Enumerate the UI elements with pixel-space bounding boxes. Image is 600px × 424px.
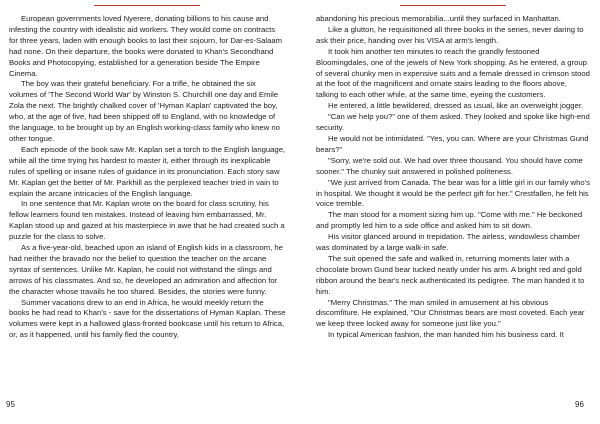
paragraph: Summer vacations drew to an end in Africa, he would meekly return the books he had read to Khan's - save for the dissertations of Hyman Kaplan. These volumes were kept in a hallowed glass-fronted bookcase until his return to Africa, or, as it happened, until his family fled the country, (9, 297, 286, 340)
paragraph: European governments loved Nyerere, donating billions to his cause and infesting the country with idealistic aid workers. They would come on contracts for three years, laden with enough books to last their sojourn, for Dar-es-Salaam had none. On their departure, the books were donated to Khan's Secondhand Books and Photocopying, established for a generation beside The Empire Cinema. (9, 14, 283, 78)
paragraph: Like a glutton, he requisitioned all three books in the series, never daring to ask their price, handing over his VISA at arm's length. (316, 24, 584, 45)
paragraph: The man stood for a moment sizing him up. "Come with me." He beckoned and promptly led him to a side office and asked him to sit down. (316, 210, 583, 231)
paragraph: "Sorry, we're sold out. We had over three thousand. You should have come sooner." The chunky suit answered in polished politeness. (316, 155, 583, 176)
paragraph: "Merry Christmas." The man smiled in amusement at his obvious discomfiture. He explained, "Our Christmas bears are most coveted. Each year we keep three locked away for someone just like you." (316, 297, 585, 329)
paragraph: As a five-year-old, beached upon an island of English kids in a classroom, he had neither the bravado nor the belief to question the teacher on the arcane syntax of sentences. Unlike Mr. Kaplan, he could not withstand the slings and arrows of his classmates. And so, he developed an admiration and affection for the character whose travails he too shared. Besides, the stories were funny. (9, 243, 283, 296)
paragraph-continuation: abandoning his precious memorabilia...until they surfaced in Manhattan. (316, 14, 561, 23)
page-number-right: 96 (575, 400, 584, 409)
paragraph: It took him another ten minutes to reach the grandly festooned Bloomingdales, one of the jewels of New York shopping. As he entered, a group of several chunky men in expensive suits and a female dressed in crimson stood at the foot of the magnificent and ornate stairs leading to the floors above, talking to each other while, at the same time, eyeing the customers. (316, 46, 590, 100)
paragraph: In typical American fashion, the man handed him his business card. It (328, 330, 564, 340)
paragraph: The boy was their grateful beneficiary. For a trifle, he obtained the six volumes of 'The Second World War' by Winston S. Churchill one day and Emile Zola the next. The brightly chalked cover of 'Hyman Kaplan' captivated the boy, who, at the age of five, had been shipped off to England, with no knowledge of the language, to be brought up by an English working-class family who knew no other tongue. (9, 79, 280, 143)
left-page-text (9, 14, 286, 341)
paragraph: He would not be intimidated. "Yes, you can. Where are your Christmas Gund bears?" (316, 133, 589, 154)
paragraph: His visitor glanced around in trepidation. The airless, windowless chamber was dominated by a large walk-in safe. (316, 232, 580, 253)
paragraph: He entered, a little bewildered, dressed as usual, like an overweight jogger. (328, 101, 584, 111)
paragraph: The suit opened the safe and walked in, returning moments later with a chocolate brown Gund bear tucked neatly under his arm. A bright red and gold ribbon around the bear's neck authenticated its pedigree. The man handed it to him. (316, 253, 585, 296)
right-page-text (316, 14, 591, 341)
right-page (300, 0, 600, 424)
page-number-left: 95 (6, 400, 15, 409)
paragraph: "Can we help you?" one of them asked. They looked and spoke like high-end security. (316, 112, 590, 133)
paragraph: "We just arrived from Canada. The bear was for a little girl in our family who's in hospital. We thought it would be the perfect gift for her." Crestfallen, he felt his voice tremble. (316, 177, 590, 209)
paragraph: Each episode of the book saw Mr. Kaplan set a torch to the English language, while all the time trying his hardest to master it, either through its inexplicable rules of spelling or insane rules of guidance in its pronunciation. Each story saw Mr. Kaplan get the better of Mr. Parkhill as the perplexed teacher tried in vain to explain the arcane intricacies of the English language. (9, 144, 286, 198)
paragraph: In one sentence that Mr. Kaplan wrote on the board for class scrutiny, his fellow learners found ten mistakes. Instead of leaving him embarrassed, Mr. Kaplan stood up and gazed at his masterpiece in awe that he had created such a puzzle for the class to solve. (9, 199, 285, 242)
